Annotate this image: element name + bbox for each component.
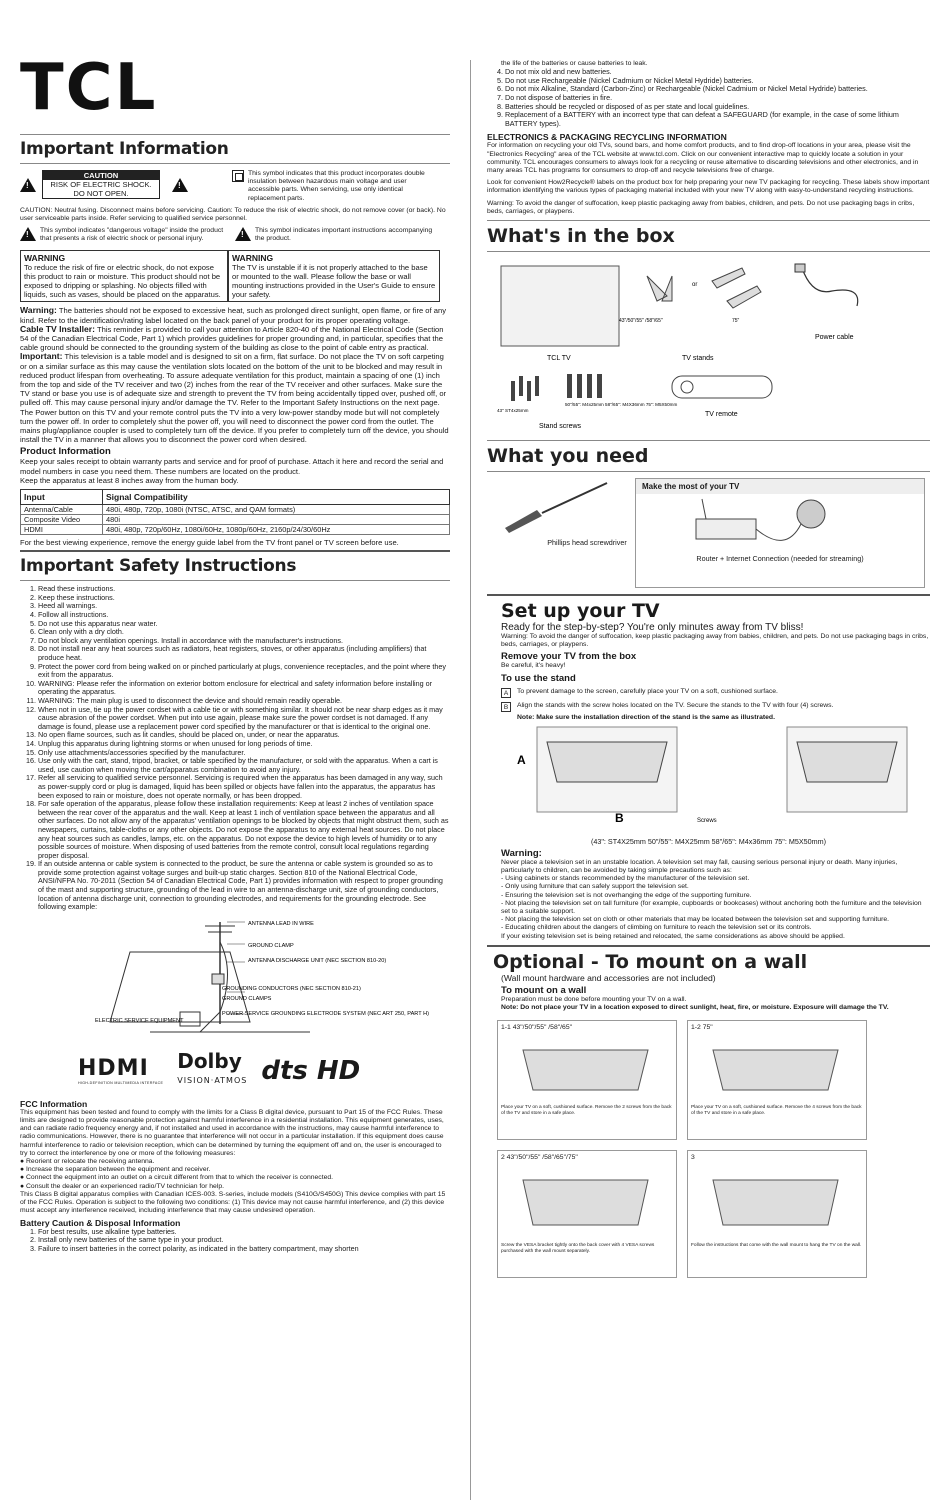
remote-label: TV remote [705, 410, 738, 418]
fcc-tail: This Class B digital apparatus complies with Canadian ICES-003. S-series, include models (S410G/S450G) This device complies with part 15 of the FCC Rules. Operation is subject to the following two conditions: (1) This device may not cause harmful interference, and (2) this device must accept any interference received, including interference that may cause undesired operation. [20, 1190, 446, 1215]
screwdriver-shaft [542, 483, 607, 513]
best-viewing: For the best viewing experience, remove the energy guide label from the TV front panel or TV screen before use. [20, 538, 399, 548]
divider [487, 594, 930, 596]
warning-box-unstable [228, 250, 440, 303]
remote-illustration [672, 376, 772, 398]
diagram-label: GROUND CLAMP [248, 942, 294, 949]
recycling-p2: Look for convenient How2Recycle® labels on the product box for help preparing your new TV packaging for recycling. These labels show important information identifying the various types of packaging material included with your new TV along with easy-to-understand recycling instructions. [487, 179, 930, 195]
label-b: B [615, 810, 624, 825]
screwdriver-illustration [487, 478, 627, 538]
caution-line: RISK OF ELECTRIC SHOCK. [50, 180, 152, 189]
right-column [487, 0, 930, 1502]
tv-label: TCL TV [547, 354, 571, 362]
list-item: 11. WARNING: The main plug is used to disconnect the device and should remain readily operable. [38, 697, 450, 706]
battery-warning: Warning: The batteries should not be exposed to excessive heat, such as prolonged direct sunlight, open flame, or fire of any kind. Refer to the identification/rating label located on the back panel of your product for its proper operating voltage. [20, 305, 446, 325]
router-antenna [702, 499, 706, 519]
screw [567, 374, 572, 398]
list-item: - Not placing the television set on cloth or other materials that may be located between the television set and supporting furniture. [501, 916, 890, 924]
safety-title: Important Safety Instructions [20, 556, 297, 577]
step-badge: B [501, 702, 511, 712]
list-item: ● Connect the equipment into an outlet on a circuit different from that to which the receiver is connected. [20, 1174, 334, 1182]
stands-label: TV stands [682, 354, 714, 362]
list-item: 13. No open flame sources, such as lit candles, should be placed on, under, or near the apparatus. [38, 731, 450, 740]
caution-box [42, 170, 160, 199]
recycling-p1: For information on recycling your old TVs, sound bars, and home comfort products, and to find drop-off locations in your area, please visit the "Electronics Recycling" area of the TCL website at www.tcl.com. Click on our convenient interactive map to quickly locate a solution in your community. TCL encourages consumers to always look for a recycling or reuse alternative to discarding televisions and other electronics, and in many areas TCL has programs for consumers to drop-off and recycle televisions free of charge. [487, 142, 919, 174]
voltage-note [20, 227, 225, 243]
list-item: 9. Replacement of a BATTERY with an incorrect type that can defeat a SAFEGUARD (for example, in the case of some lithium BATTERY types). [505, 111, 930, 128]
mount-step-illustration [688, 1165, 866, 1243]
warning-text: Never place a television set in an unstable location. A television set may fall, causing serious personal injury or death. Many injuries, particularly to children, can be avoided by taking simple precautions such as: [501, 858, 898, 874]
screw-size-label: 43" ST4x25mm [497, 407, 529, 413]
discharge-unit [212, 974, 224, 984]
distance-text: Keep the apparatus at least 8 inches away from the human body. [20, 475, 239, 485]
list-item: 5. Do not use Rechargeable (Nickel Cadmium or Nickel Metal Hydride) batteries. [505, 77, 930, 86]
table-header: Input [21, 490, 103, 505]
list-item: 16. Use only with the cart, stand, tripod, bracket, or table specified by the manufacturer, or sold with the apparatus. When a cart is used, use caution when moving the cart/apparatus combination to avoid any injury. [38, 757, 450, 774]
warning-box-fire [20, 250, 228, 303]
exclamation-warning-icon [172, 178, 188, 192]
dolby-logo: Dolby VISION·ATMOS [177, 1048, 248, 1085]
bullet-icon: ● [20, 1174, 26, 1182]
setup-title: Set up your TV [501, 599, 660, 622]
battery-list-left [20, 1228, 450, 1254]
mount-step-illustration [498, 1165, 676, 1243]
shock-warning-icon [20, 178, 36, 192]
step-caption: Screw the VESA bracket tightly onto the back cover with 4 VESA screws purchased with the wall mount separately. [501, 1243, 655, 1255]
setup-warning: Warning: To avoid the danger of suffocation, keep plastic packaging away from babies, children, and pets. Do not use packaging bags in cribs, beds, carriages, or playpens. [501, 632, 929, 649]
diagram-label: POWER SERVICE GROUNDING ELECTRODE SYSTEM (NEC ART 250, PART H) [222, 1010, 430, 1017]
step-badge: A [501, 688, 511, 698]
mount-step-illustration [498, 1035, 676, 1105]
warning-boxes [20, 250, 450, 303]
screws-label: Stand screws [539, 422, 582, 430]
list-item: 18. For safe operation of the apparatus, please follow these installation requirements: Keep at least 2 inches of ventilation space between the rear cover of the apparatus and the wall. Keep at least 1 inch of ventilation space between the apparatus and all other surfaces. Do not allow any of the apparatus' ventilation openings to be blocked by objects that might obstruct them, such as newspapers, curtains, table-cloths or any other objects. Do not expose the apparatus to any external heat sources. Do not place any heat sources such as candles, lamps, etc. on the apparatus. Do not expose the device to high levels of humidity or to any possible sources of moisture. When disposing of used batteries from the remote control, consult local regulations regarding proper disposal. [38, 800, 450, 860]
screws-label: Screws [697, 817, 717, 824]
step-caption: Place your TV on a soft, cushioned surface. Remove the 2 screws from the back of the TV and store in a safe place. [501, 1105, 672, 1117]
step-caption: Follow the instructions that come with the wall mount to hang the TV on the wall. [691, 1243, 862, 1249]
caution-head: CAUTION [43, 171, 159, 180]
hdmi-logo: HDMI HIGH-DEFINITION MULTIMEDIA INTERFACE [78, 1056, 164, 1086]
divider [20, 580, 450, 581]
list-item: 2. Keep these instructions. [38, 594, 450, 603]
voltage-text: This symbol indicates "dangerous voltage" inside the product that presents a risk of electric shock or personal injury. [40, 227, 224, 243]
list-item: 4. Do not mix old and new batteries. [505, 68, 930, 77]
screw [527, 381, 531, 401]
table-row: Composite Video 480i [21, 515, 450, 525]
stand-install-illustration [487, 722, 930, 837]
exclamation-icon [235, 227, 251, 241]
safety-list [20, 585, 450, 912]
divider [487, 251, 930, 252]
router-illustration [636, 494, 926, 554]
list-item: 5. Do not use this apparatus near water. [38, 620, 450, 629]
label-a: A [517, 752, 526, 767]
divider [20, 163, 450, 164]
tv-illustration [501, 266, 619, 346]
screw [597, 374, 602, 398]
battery-cont: the life of the batteries or cause batteries to leak. [501, 60, 648, 67]
battery-title: Battery Caution & Disposal Information [20, 1217, 181, 1228]
list-item: - Using cabinets or stands recommended by the manufacturer of the television set. [501, 875, 750, 883]
list-item: ● Increase the separation between the equipment and receiver. [20, 1166, 211, 1174]
mount-step-1-1 [497, 1020, 677, 1140]
double-insulation-note [232, 170, 432, 203]
screwdriver-handle [505, 510, 542, 533]
screwdriver-label: Phillips head screwdriver [547, 537, 627, 547]
power-plug [795, 264, 805, 272]
step-text: To prevent damage to the screen, carefully place your TV on a soft, cushioned surface. [517, 687, 778, 695]
step-label: 3 [691, 1154, 695, 1162]
divider [487, 440, 930, 441]
stand-pair-large [712, 268, 761, 308]
diagram-label: ANTENNA DISCHARGE UNIT (NEC SECTION 810-20) [248, 957, 387, 964]
list-item: 10. WARNING: Please refer the information on exterior bottom enclosure for electrical and safety information before installing or operating the apparatus. [38, 680, 450, 697]
stand-size-label: 75" [732, 317, 740, 324]
list-item: - Not placing the television set on tall furniture (for example, cupboards or bookcases) without anchoring both the furniture and the television set to a suitable support. [501, 899, 922, 916]
list-item: 1. For best results, use alkaline type batteries. [38, 1228, 450, 1237]
important-note: Important: This television is a table model and is designed to sit on a firm, flat surface. Do not place the TV on soft carpeting or on a similar surface as this may cause the ventilation slots located on the bottom of the unit to be blocked and may result in reduced product lifespan from overheating. To assure adequate ventilation for this product, maintain a spacing of one (1) inch from the top and side of the TV receiver and two (2) inches from the rear of the TV receiver and other surfaces. Make sure the TV stand or base you use is of adequate size and strength to prevent the TV from being accidentally tipped over, pushed off, or pulled off. This may cause personal injury and/or damage the TV. Refer to the Important Safety Instructions on the next page. The Power button on this TV and your remote control puts the TV into a very low-power standby mode but will not completely turn the power off. In order to completely shut the power off, you will need to disconnect the power cord from the outlet. The mains plug/appliance coupler is used to completely turn off the device. If you prefer to completely turn off the device, you should install the TV in a manner that allows you to disconnect the power cord when desired. [20, 351, 449, 445]
need-title: What you need [487, 444, 649, 467]
screw-size-label: 50"/55": M4x25mm 58"/65": M4X36mm 75": M5X50mm [565, 401, 678, 407]
mount-step-1-2 [687, 1020, 867, 1140]
bullet-icon: ● [20, 1158, 26, 1166]
screw [587, 374, 592, 398]
warning-text: To reduce the risk of fire or electric shock, do not expose this product to rain or moisture. This product should not be exposed to dripping or splashing. No objects filled with liquids, such as vases, should be placed on the apparatus. [24, 262, 221, 300]
list-item: 8. Batteries should be recycled or disposed of as per state and local guidelines. [505, 103, 930, 112]
router-panel [635, 478, 925, 588]
list-item: - Ensuring the television set is not overhanging the edge of the supporting furniture. [501, 891, 752, 899]
lightning-icon [20, 227, 36, 241]
mount-note: Note: Do not place your TV in a location exposed to direct sunlight, heat, fire, or moisture. Exposure will damage the TV. [501, 1004, 889, 1012]
router-cable [756, 524, 801, 540]
list-item: - Educating children about the dangers of climbing on furniture to reach the television set or its controls. [501, 924, 812, 932]
need-row [487, 478, 930, 588]
or-text: or [692, 281, 698, 288]
caution-line: DO NOT OPEN. [73, 189, 129, 198]
mount-step-2 [497, 1150, 677, 1278]
list-item: 3. Heed all warnings. [38, 602, 450, 611]
divider [20, 550, 450, 552]
warning-text: The TV is unstable if it is not properly attached to the base or mounted to the wall. Please follow the base or wall mounting instructions provided in the User's Guide to ensure your safety. [232, 262, 436, 300]
box-title: What's in the box [487, 224, 675, 247]
list-item: ● Consult the dealer or an experienced radio/TV technician for help. [20, 1182, 224, 1190]
product-info-text: Keep your sales receipt to obtain warranty parts and service and for proof of purchase. Attach it here and record the serial and model numbers in case you need them. These numbers are located on the product. [20, 457, 444, 476]
list-item: 6. Clean only with a dry cloth. [38, 628, 450, 637]
fcc-text: This equipment has been tested and found to comply with the limits for a Class B digital device, pursuant to Part 15 of the FCC Rules. These limits are designed to provide reasonable protection against harmful interference in a residential installation. This equipment generates, uses, and can radiate radio frequency energy and, if not installed and used in accordance with the instructions, may cause harmful interference to radio communications. However, there is no guarantee that interference will not occur in a particular installation. If this equipment does cause harmful interference to radio or television reception, which can be determined by turning the equipment off and on, the user is encouraged to try to correct the interference by one or more of the following measures: [20, 1108, 444, 1157]
router-body [696, 519, 756, 539]
double-square-icon [232, 170, 244, 182]
recycling-title: ELECTRONICS & PACKAGING RECYCLING INFORMATION [487, 132, 727, 143]
warning-tail: If your existing television set is being retained and relocated, the same considerations as above should be applied. [501, 932, 845, 940]
step-text: Align the stands with the screw holes located on the TV. Secure the stands to the TV with four (4) screws. [517, 701, 834, 709]
list-item: 14. Unplug this apparatus during lightning storms or when unused for long periods of time. [38, 740, 450, 749]
caution-row [20, 170, 450, 203]
recycling-p3: Warning: To avoid the danger of suffocation, keep plastic packaging away from babies, children, and pets. Do not use packaging bags in cribs, beds, carriages, or playpens. [487, 199, 915, 215]
column-divider [470, 60, 471, 1500]
divider [487, 220, 930, 221]
screw [511, 381, 515, 401]
certification-logos [78, 1048, 450, 1091]
mount-title: Optional - To mount on a wall [493, 950, 808, 973]
stand-size-label: 43"/50"/55" /58"/65" [619, 317, 663, 324]
box-contents-illustration [487, 256, 930, 436]
screw [519, 376, 523, 396]
symbol-notes [20, 227, 450, 243]
list-item: 6. Do not mix Alkaline, Standard (Carbon-Zinc) or Rechargeable (Nickel Cadmium or Nickel Metal Hydride) batteries. [505, 85, 930, 94]
globe-icon [797, 500, 825, 528]
tcl-logo: TCL [20, 51, 158, 125]
list-item: 9. Protect the power cord from being walked on or pinched particularly at plugs, convenience receptacles, and the point where they exit from the apparatus. [38, 663, 450, 680]
list-item: 17. Refer all servicing to qualified service personnel. Servicing is required when the apparatus has been damaged in any way, such as power-supply cord or plug is damaged, liquid has been spilled or objects have fallen into the apparatus, the apparatus has been exposed to rain or moisture, does not operate normally, or has been dropped. [38, 774, 450, 800]
diagram-label: ELECTRIC SERVICE EQUIPMENT [95, 1017, 184, 1024]
stand-title: To use the stand [501, 672, 576, 684]
mount-steps [497, 1020, 930, 1278]
list-item: 3. Failure to insert batteries in the correct polarity, as indicated in the battery compartment, may shorten [38, 1245, 450, 1254]
careful-text: Be careful, it's heavy! [501, 662, 566, 670]
divider [487, 945, 930, 947]
stand-pair-small [647, 276, 672, 301]
step-a [501, 688, 930, 698]
power-cable-illustration [802, 268, 858, 306]
step-label: 1-1 43"/50"/55" /58"/65" [501, 1024, 573, 1032]
left-column [20, 0, 450, 1502]
fcc-bullets [20, 1158, 450, 1191]
tv-back [547, 742, 667, 782]
list-item: 2. Install only new batteries of the same type in your product. [38, 1236, 450, 1245]
step-label: 2 43"/50"/55" /58"/65"/75" [501, 1154, 578, 1162]
diagram-label: GROUNDING CONDUCTORS (NEC SECTION 810-21) [222, 985, 361, 992]
list-item: - Only using furniture that can safely support the television set. [501, 883, 689, 891]
step-label: 1-2 75" [691, 1024, 713, 1032]
list-item: 8. Do not install near any heat sources such as radiators, heat registers, stoves, or other apparatus (including amplifiers) that produce heat. [38, 645, 450, 662]
table-header: Signal Compatibility [103, 490, 450, 505]
mount-subtitle: (Wall mount hardware and accessories are not included) [501, 972, 716, 983]
warning-title: WARNING [24, 252, 66, 263]
mount-heading: To mount on a wall [501, 984, 587, 996]
list-item: 1. Read these instructions. [38, 585, 450, 594]
battery-list-right [487, 68, 930, 128]
important-info-title: Important Information [20, 139, 229, 159]
screwdriver-block [487, 478, 627, 588]
warning-title: Warning: [501, 847, 542, 859]
diagram-label: ANTENNA LEAD IN WIRE [248, 920, 314, 927]
product-info-title: Product Information [20, 446, 111, 458]
divider [487, 471, 930, 472]
warning-title: WARNING [232, 252, 274, 263]
dts-logo: dts HD [261, 1055, 361, 1086]
list-item: 7. Do not dispose of batteries in fire. [505, 94, 930, 103]
diagram-label: GROUND CLAMPS [222, 995, 272, 1002]
double-insulation-text: This symbol indicates that this product incorporates double insulation between hazardous main voltage and user accessible parts. When servicing, use only identical replacement parts. [248, 170, 425, 202]
signal-table [20, 489, 450, 535]
remove-title: Remove your TV from the box [501, 651, 637, 663]
instructions-text: This symbol indicates important instructions accompanying the product. [255, 227, 433, 243]
cable-label: Power cable [815, 333, 854, 341]
divider [20, 134, 450, 135]
router-label: Router + Internet Connection (needed for streaming) [696, 553, 864, 563]
screw-caption: (43": ST4X25mm 50"/55": M4X25mm 58"/65": M4x36mm 75": M5X50mm) [590, 836, 826, 846]
mount-prep: Preparation must be done before mounting your TV on a wall. [501, 995, 687, 1003]
tv-back [797, 742, 897, 782]
mount-step-3 [687, 1150, 867, 1278]
list-item: 12. When not in use, tie up the power cordset with a cable tie or with something similar. It should not be near sharp edges as it may cause abrasion of the power cordset. When put into use again, please make sure the power cordset is not damaged. If any damage is found, please use a replacement power cord specified by the manufacturer or that is identical to the original one. [38, 706, 450, 732]
screw [577, 374, 582, 398]
list-item: ● Reorient or relocate the receiving antenna. [20, 1158, 155, 1166]
list-item: 19. If an outside antenna or cable system is connected to the product, be sure the antenna or cable system is grounded so as to provide some protection against voltage surges and built-up static charges. Section 810 of the National Electrical Code, ANSI/NFPA No. 70-2011 (Section 54 of Canadian Electrical Code, Part 1) provides information with respect to proper grounding of the mast and supporting structure, grounding of the lead in wire to an antenna-discharge unit, size of grounding conductors, location of antenna discharge unit, connection to grounding electrodes, and requirements for the grounding electrode. See following example: [38, 860, 450, 912]
table-row: Antenna/Cable 480i, 480p, 720p, 1080i (NTSC, ATSC, and QAM formats) [21, 505, 450, 515]
list-item: 15. Only use attachments/accessories specified by the manufacturer. [38, 749, 450, 758]
stand-note: Note: Make sure the installation direction of the stand is the same as illustrated. [517, 713, 775, 721]
table-row: HDMI 480i, 480p, 720p/60Hz, 1080i/60Hz, 1080p/60Hz, 2160p/24/30/60Hz [21, 525, 450, 535]
setup-lead: Ready for the step-by-step? You're only minutes away from TV bliss! [501, 621, 804, 633]
screw [535, 376, 539, 396]
caution-text: CAUTION: Neutral fusing. Disconnect mains before servicing. Caution: To reduce the risk of electric shock, do not remove cover (or back). No user serviceable parts inside. Refer servicing to qualified service personnel. [20, 206, 446, 223]
bullet-icon: ● [20, 1182, 26, 1190]
step-b [501, 702, 930, 712]
warning-items [501, 875, 930, 932]
mount-step-illustration [688, 1035, 866, 1105]
panel-title: Make the most of your TV [636, 479, 924, 494]
antenna-grounding-diagram [20, 912, 440, 1047]
list-item: 7. Do not block any ventilation openings. Install in accordance with the manufacturer's instructions. [38, 637, 450, 646]
list-item: 4. Follow all instructions. [38, 611, 450, 620]
cable-installer: Cable TV Installer: This reminder is provided to call your attention to Article 820-40 of the National Electrical Code (Section 54 of the Canadian Electrical Code, Part 1) which provides guidelines for proper grounding and, in particular, specifies that the cable ground should be connected to the grounding system of the building as close to the point of cable entry as practical. [20, 323, 444, 353]
step-caption: Place your TV on a soft, cushioned surface. Remove the 4 screws from the back of the TV and store in a safe place. [691, 1105, 862, 1117]
fcc-title: FCC Information [20, 1098, 88, 1109]
large-screws [567, 374, 602, 398]
bullet-icon: ● [20, 1166, 26, 1174]
instructions-note [235, 227, 435, 243]
small-screws [511, 376, 539, 401]
